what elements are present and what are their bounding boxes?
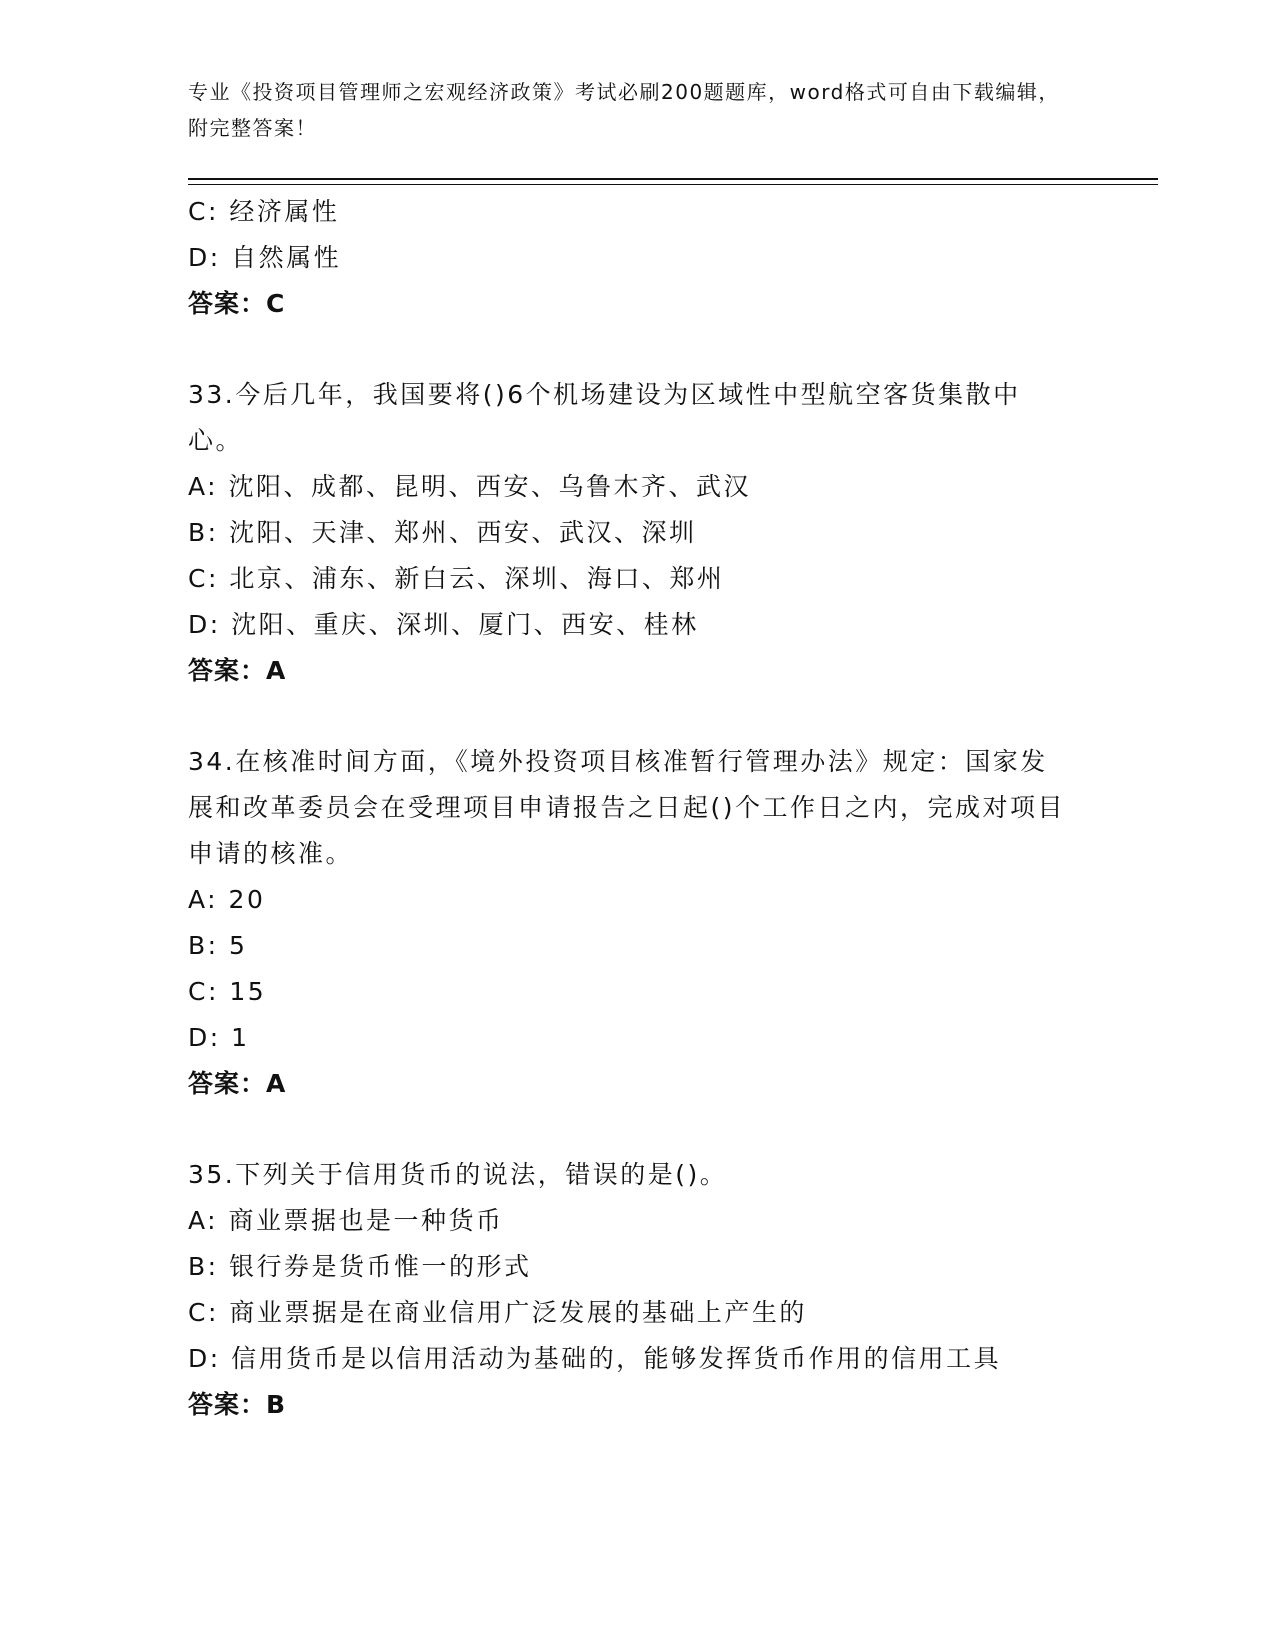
option-text: 5 bbox=[229, 931, 248, 960]
option-d bbox=[188, 1336, 1088, 1382]
question-33 bbox=[188, 372, 1068, 464]
option-b bbox=[188, 1244, 1088, 1290]
answer-line bbox=[188, 281, 1088, 327]
option-letter: B: bbox=[188, 518, 219, 547]
answer-value: B bbox=[266, 1390, 287, 1419]
answer-line bbox=[188, 1061, 1088, 1107]
option-letter: C: bbox=[188, 564, 219, 593]
question-number: 35. bbox=[188, 1160, 236, 1189]
option-letter: A: bbox=[188, 472, 219, 501]
option-letter: D: bbox=[188, 610, 221, 639]
option-a bbox=[188, 464, 1088, 510]
option-d bbox=[188, 602, 1088, 648]
header-rule-thin bbox=[188, 184, 1158, 185]
option-text: 1 bbox=[231, 1023, 250, 1052]
option-letter: D: bbox=[188, 1344, 221, 1373]
option-text: 经济属性 bbox=[229, 197, 340, 226]
option-d bbox=[188, 1015, 1088, 1061]
answer-value: A bbox=[266, 1069, 287, 1098]
option-a bbox=[188, 1198, 1088, 1244]
answer-value: C bbox=[266, 289, 286, 318]
answer-label: 答案： bbox=[188, 1069, 267, 1098]
option-text: 沈阳、成都、昆明、西安、乌鲁木齐、武汉 bbox=[228, 472, 752, 501]
option-letter: B: bbox=[188, 931, 219, 960]
option-letter: B: bbox=[188, 1252, 219, 1281]
option-letter: A: bbox=[188, 1206, 219, 1235]
question-stem: 下列关于信用货币的说法，错误的是()。 bbox=[235, 1160, 728, 1189]
header-rule-thick bbox=[188, 178, 1158, 180]
option-text: 银行券是货币惟一的形式 bbox=[229, 1252, 532, 1281]
option-b bbox=[188, 510, 1088, 556]
answer-value: A bbox=[266, 656, 287, 685]
option-d bbox=[188, 235, 1088, 281]
option-text: 15 bbox=[229, 977, 267, 1006]
option-a bbox=[188, 877, 1088, 923]
option-c bbox=[188, 969, 1088, 1015]
option-text: 自然属性 bbox=[231, 243, 342, 272]
option-text: 20 bbox=[228, 885, 266, 914]
document-header: 专业《投资项目管理师之宏观经济政策》考试必刷200题题库，word格式可自由下载编辑，附完整答案！ bbox=[188, 80, 1060, 140]
option-text: 信用货币是以信用活动为基础的，能够发挥货币作用的信用工具 bbox=[231, 1344, 1002, 1373]
question-35 bbox=[188, 1152, 1068, 1198]
option-text: 商业票据是在商业信用广泛发展的基础上产生的 bbox=[229, 1298, 807, 1327]
option-letter: D: bbox=[188, 1023, 221, 1052]
answer-line bbox=[188, 648, 1088, 694]
option-b bbox=[188, 923, 1088, 969]
option-text: 北京、浦东、新白云、深圳、海口、郑州 bbox=[229, 564, 725, 593]
answer-line bbox=[188, 1382, 1088, 1428]
answer-label: 答案： bbox=[188, 289, 267, 318]
question-stem: 在核准时间方面，《境外投资项目核准暂行管理办法》规定：国家发展和改革委员会在受理项目申请报告之日起()个工作日之内，完成对项目申请的核准。 bbox=[188, 747, 1066, 868]
option-text: 商业票据也是一种货币 bbox=[228, 1206, 504, 1235]
question-34 bbox=[188, 739, 1068, 877]
option-text: 沈阳、天津、郑州、西安、武汉、深圳 bbox=[229, 518, 697, 547]
option-letter: C: bbox=[188, 197, 219, 226]
option-c bbox=[188, 556, 1088, 602]
option-c bbox=[188, 189, 1088, 235]
question-number: 33. bbox=[188, 380, 236, 409]
option-letter: A: bbox=[188, 885, 219, 914]
question-number: 34. bbox=[188, 747, 236, 776]
option-c bbox=[188, 1290, 1088, 1336]
option-text: 沈阳、重庆、深圳、厦门、西安、桂林 bbox=[231, 610, 699, 639]
option-letter: C: bbox=[188, 977, 219, 1006]
answer-label: 答案： bbox=[188, 656, 267, 685]
question-stem: 今后几年，我国要将()6个机场建设为区域性中型航空客货集散中心。 bbox=[188, 380, 1021, 455]
option-letter: C: bbox=[188, 1298, 219, 1327]
answer-label: 答案： bbox=[188, 1390, 267, 1419]
option-letter: D: bbox=[188, 243, 221, 272]
document-content bbox=[188, 189, 1088, 1428]
